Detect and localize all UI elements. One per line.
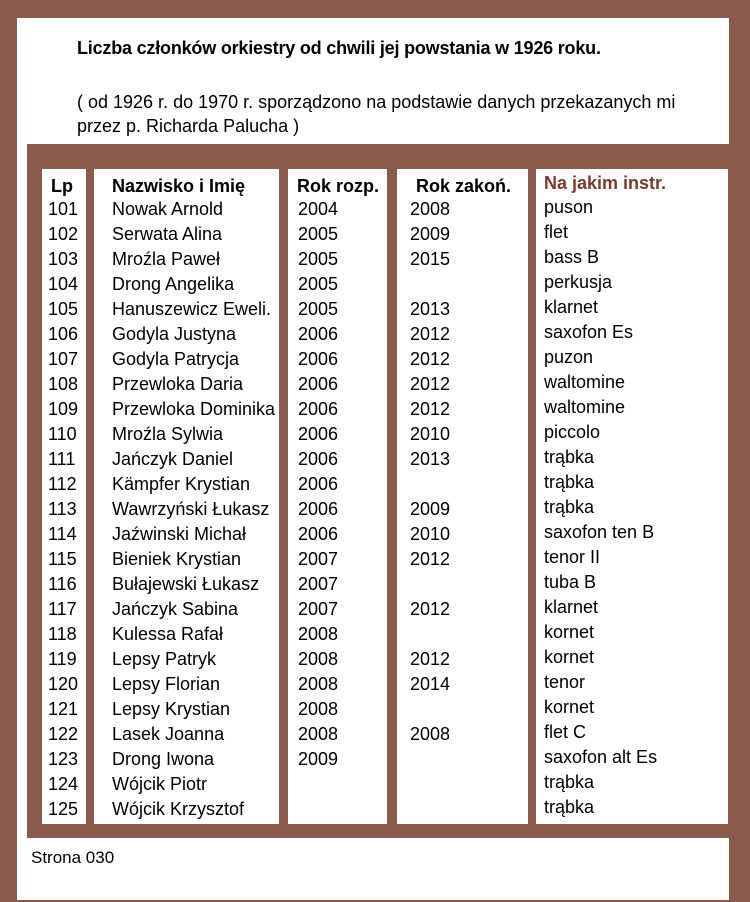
cell-end	[397, 697, 528, 722]
cell-end: 2009	[410, 224, 451, 244]
column-instrument	[536, 169, 728, 824]
cell-name: Drong Angelika	[112, 274, 235, 294]
cell-end	[397, 797, 528, 822]
cell-end: 2012	[410, 399, 451, 419]
cell-lp: 101	[48, 199, 79, 219]
cell-name: Drong Iwona	[112, 749, 215, 769]
cell-lp: 103	[48, 249, 79, 269]
cell-start: 2008	[298, 624, 339, 644]
cell-instrument: klarnet	[544, 297, 599, 317]
cell-start: 2006	[298, 424, 339, 444]
cell-instrument: trąbka	[544, 472, 595, 492]
cell-instrument: piccolo	[544, 422, 601, 442]
cell-lp: 104	[48, 274, 79, 294]
header-lp: Lp	[51, 176, 73, 196]
cell-lp: 116	[48, 574, 77, 594]
cell-lp: 124	[48, 774, 79, 794]
source-note: ( od 1926 r. do 1970 r. sporządzono na podstawie danych przekazanych mi przez p. Richarda Palucha )	[77, 92, 676, 136]
cell-instrument: waltomine	[544, 372, 626, 392]
cell-end	[397, 622, 528, 647]
cell-end	[397, 572, 528, 597]
cell-lp: 107	[48, 349, 79, 369]
cell-instrument: trąbka	[544, 772, 595, 792]
cell-start: 2008	[298, 649, 339, 669]
cell-lp: 122	[48, 724, 79, 744]
cell-instrument: kornet	[544, 622, 595, 642]
cell-start: 2006	[298, 449, 339, 469]
cell-instrument: waltomine	[544, 397, 626, 417]
page-title: Liczba członków orkiestry od chwili jej powstania w 1926 roku.	[77, 38, 601, 58]
cell-name: Serwata Alina	[112, 224, 223, 244]
cell-lp: 125	[48, 799, 79, 819]
cell-start: 2006	[298, 324, 339, 344]
cell-instrument: trąbka	[544, 797, 595, 817]
header-name: Nazwisko i Imię	[112, 176, 246, 196]
cell-instrument: bass B	[544, 247, 600, 267]
column-start	[288, 169, 387, 824]
cell-end: 2013	[410, 299, 451, 319]
cell-name: Mroźla Paweł	[112, 249, 221, 269]
cell-start	[288, 772, 387, 797]
column-instrument-cells	[536, 195, 728, 820]
cell-lp: 112	[48, 474, 77, 494]
cell-end: 2012	[410, 374, 451, 394]
cell-lp: 106	[48, 324, 79, 344]
cell-instrument: kornet	[544, 697, 595, 717]
cell-lp: 115	[48, 549, 77, 569]
cell-lp: 111	[48, 449, 76, 469]
cell-name: Hanuszewicz Eweli.	[112, 299, 272, 319]
cell-start: 2005	[298, 299, 339, 319]
cell-lp: 108	[48, 374, 79, 394]
cell-name: Lasek Joanna	[112, 724, 225, 744]
cell-name: Kämpfer Krystian	[112, 474, 251, 494]
cell-end: 2012	[410, 324, 451, 344]
column-lp-cells	[42, 197, 86, 822]
cell-start: 2008	[298, 724, 339, 744]
cell-name: Jańczyk Daniel	[112, 449, 234, 469]
cell-end: 2015	[410, 249, 451, 269]
cell-name: Kulessa Rafał	[112, 624, 224, 644]
cell-name: Przewloka Dominika	[112, 399, 276, 419]
cell-start: 2008	[298, 699, 339, 719]
cell-lp: 114	[48, 524, 77, 544]
cell-name: Lepsy Krystian	[112, 699, 231, 719]
cell-start: 2008	[298, 674, 339, 694]
cell-end: 2012	[410, 599, 451, 619]
column-lp	[42, 169, 86, 824]
cell-name: Wójcik Krzysztof	[112, 799, 245, 819]
cell-name: Wawrzyński Łukasz	[112, 499, 270, 519]
header-end: Rok zakoń.	[416, 176, 512, 196]
cell-instrument: trąbka	[544, 447, 595, 467]
cell-name: Jaźwinski Michał	[112, 524, 247, 544]
cell-end: 2008	[410, 724, 451, 744]
cell-end: 2014	[410, 674, 451, 694]
cell-lp: 123	[48, 749, 79, 769]
cell-name: Bieniek Krystian	[112, 549, 242, 569]
cell-instrument: saxofon ten B	[544, 522, 655, 542]
cell-name: Nowak Arnold	[112, 199, 224, 219]
cell-instrument: puzon	[544, 347, 594, 367]
cell-instrument: klarnet	[544, 597, 599, 617]
cell-instrument: trąbka	[544, 497, 595, 517]
column-name	[94, 169, 279, 824]
cell-start: 2005	[298, 249, 339, 269]
cell-instrument: perkusja	[544, 272, 613, 292]
cell-instrument: tenor II	[544, 547, 601, 567]
cell-start: 2007	[298, 599, 339, 619]
cell-instrument: saxofon Es	[544, 322, 634, 342]
cell-lp: 119	[48, 649, 77, 669]
cell-start: 2005	[298, 274, 339, 294]
cell-end: 2012	[410, 549, 451, 569]
cell-start: 2006	[298, 474, 339, 494]
cell-lp: 109	[48, 399, 79, 419]
members-table	[27, 144, 750, 838]
cell-instrument: flet	[544, 222, 569, 242]
cell-lp: 113	[48, 499, 77, 519]
column-end	[397, 169, 528, 824]
cell-end: 2012	[410, 649, 451, 669]
cell-start: 2005	[298, 224, 339, 244]
cell-lp: 120	[48, 674, 79, 694]
cell-start: 2006	[298, 399, 339, 419]
cell-name: Mroźla Sylwia	[112, 424, 224, 444]
cell-name: Jańczyk Sabina	[112, 599, 239, 619]
cell-end	[397, 472, 528, 497]
document-page	[17, 18, 729, 900]
cell-start: 2004	[298, 199, 339, 219]
cell-start: 2006	[298, 524, 339, 544]
cell-end: 2012	[410, 349, 451, 369]
cell-lp: 110	[48, 424, 77, 444]
cell-start: 2007	[298, 549, 339, 569]
cell-name: Przewloka Daria	[112, 374, 244, 394]
cell-instrument: flet C	[544, 722, 587, 742]
cell-name: Wójcik Piotr	[112, 774, 208, 794]
header-start: Rok rozp.	[297, 176, 380, 196]
cell-lp: 105	[48, 299, 79, 319]
cell-start: 2006	[298, 499, 339, 519]
cell-end	[397, 747, 528, 772]
cell-instrument: puson	[544, 197, 594, 217]
cell-instrument: kornet	[544, 647, 595, 667]
cell-end	[397, 772, 528, 797]
cell-lp: 121	[48, 699, 79, 719]
cell-name: Godyla Justyna	[112, 324, 237, 344]
cell-end: 2009	[410, 499, 451, 519]
cell-instrument: saxofon alt Es	[544, 747, 658, 767]
page-number: Strona 030	[31, 848, 115, 867]
cell-instrument: tuba B	[544, 572, 597, 592]
column-name-cells	[94, 197, 279, 822]
cell-end: 2010	[410, 524, 451, 544]
cell-name: Lepsy Florian	[112, 674, 221, 694]
cell-end	[397, 272, 528, 297]
column-start-cells	[288, 197, 387, 822]
cell-lp: 102	[48, 224, 79, 244]
cell-start: 2007	[298, 574, 339, 594]
cell-lp: 117	[48, 599, 77, 619]
cell-start: 2009	[298, 749, 339, 769]
cell-lp: 118	[48, 624, 77, 644]
column-end-cells	[397, 197, 528, 822]
cell-name: Lepsy Patryk	[112, 649, 217, 669]
cell-start: 2006	[298, 349, 339, 369]
cell-end: 2010	[410, 424, 451, 444]
cell-start: 2006	[298, 374, 339, 394]
cell-instrument: tenor	[544, 672, 586, 692]
cell-name: Bułajewski Łukasz	[112, 574, 260, 594]
cell-name: Godyla Patrycja	[112, 349, 240, 369]
header-instrument: Na jakim instr.	[544, 173, 667, 193]
cell-end: 2008	[410, 199, 451, 219]
cell-end: 2013	[410, 449, 451, 469]
cell-start	[288, 797, 387, 822]
